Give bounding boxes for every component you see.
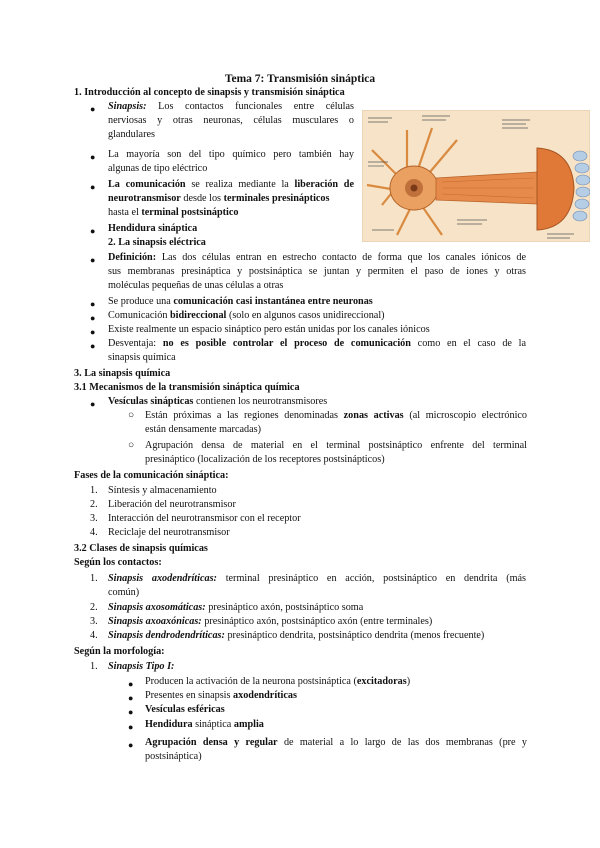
bullet-marker: ● — [128, 722, 134, 732]
type-i-item-line: postsináptica) — [145, 751, 202, 762]
sub-list-item: Agrupación densa de material en el terminal postsináptico enfrente del terminal — [145, 440, 527, 451]
list-number: 1. — [90, 485, 98, 496]
bullet-marker: ● — [90, 299, 96, 309]
list-item-line: sus membranas presináptica y postsináptica se juntan y permiten el paso de iones y otras — [108, 266, 526, 277]
list-number: 1. — [90, 661, 98, 672]
phase-item: Síntesis y almacenamiento — [108, 485, 217, 496]
list-item: Definición: Las dos células entran en estrecho contacto de forma que los canales iónicos de — [108, 252, 526, 263]
list-item: Vesículas sinápticas contienen los neurotransmisores — [108, 396, 328, 407]
contacts-heading: Según los contactos: — [74, 557, 162, 568]
list-item-line: sinapsis química — [108, 352, 176, 363]
sub-bullet-marker: ○ — [128, 440, 135, 451]
list-item: Hendidura sináptica — [108, 223, 198, 234]
list-number: 1. — [90, 573, 98, 584]
sub-list-item: Están próximas a las regiones denominadas zonas activas (al microscopio electrónico — [145, 410, 528, 421]
type-i-item: Hendidura sináptica amplia — [145, 719, 264, 730]
list-number: 4. — [90, 630, 98, 641]
synapse-illustration — [362, 110, 590, 242]
bullet-marker: ● — [90, 327, 96, 337]
bullet-marker: ● — [90, 226, 96, 236]
list-item: Existe realmente un espacio sináptico pero están unidas por los canales iónicos — [108, 324, 430, 335]
list-item: La comunicación se realiza mediante la liberación de — [108, 179, 354, 190]
list-number: 3. — [90, 616, 98, 627]
contact-type-item: Sinapsis axoaxónicas: presináptico axón, postsináptico axón (entre terminales) — [108, 616, 433, 627]
contact-type-item: Sinapsis axodendríticas: terminal presináptico en acción, postsináptico en dendrita (más — [108, 573, 526, 584]
sub-list-item-line: presináptico (localización de los receptores postsinápticos) — [145, 454, 385, 465]
type-i-item: Presentes en sinapsis axodendríticas — [145, 690, 297, 701]
phase-item: Reciclaje del neurotransmisor — [108, 527, 230, 538]
type-i-item: Producen la activación de la neurona postsináptica (excitadoras) — [145, 676, 411, 687]
section-heading-3: 3. La sinapsis química — [74, 368, 171, 379]
bullet-marker: ● — [90, 341, 96, 351]
section-heading-3-2: 3.2 Clases de sinapsis químicas — [74, 543, 208, 554]
type-i-item: Agrupación densa y regular de material a lo largo de las dos membranas (pre y — [145, 737, 528, 748]
list-item-line: glandulares — [108, 129, 155, 140]
section-heading-2: 2. La sinapsis eléctrica — [108, 237, 206, 248]
list-item-line: moléculas pequeñas de unas células a otras — [108, 280, 284, 291]
morphology-heading: Según la morfología: — [74, 646, 165, 657]
type-i-item: Vesículas esféricas — [145, 704, 225, 715]
sub-bullet-marker: ○ — [128, 410, 135, 421]
bullet-marker: ● — [90, 313, 96, 323]
list-item-line: algunas de tipo eléctrico — [108, 163, 208, 174]
list-item-line: neurotransmisor desde los terminales presinápticos — [108, 193, 330, 204]
phase-item: Liberación del neurotransmisor — [108, 499, 236, 510]
bullet-marker: ● — [90, 104, 96, 114]
list-item: Comunicación bidireccional (solo en algunos casos unidireccional) — [108, 310, 385, 321]
list-item-line: hasta el terminal postsináptico — [108, 207, 239, 218]
list-item: Desventaja: no es posible controlar el proceso de comunicación como en el caso de la — [108, 338, 527, 349]
bullet-marker: ● — [128, 740, 134, 750]
type-i-heading: Sinapsis Tipo I: — [108, 661, 175, 672]
list-number: 2. — [90, 602, 98, 613]
list-number: 4. — [90, 527, 98, 538]
list-number: 3. — [90, 513, 98, 524]
bullet-marker: ● — [128, 707, 134, 717]
list-item: La mayoría son del tipo químico pero también hay — [108, 149, 354, 160]
contact-type-item: Sinapsis dendrodendríticas: presináptico dendrita, postsináptico dendrita (menos frecuente) — [108, 630, 485, 641]
bullet-marker: ● — [90, 182, 96, 192]
phases-heading: Fases de la comunicación sináptica: — [74, 470, 229, 481]
bullet-marker: ● — [90, 152, 96, 162]
list-item-line: nerviosas y otras neuronas, células musculares o — [108, 115, 354, 126]
list-item: Sinapsis: Los contactos funcionales entre células — [108, 101, 354, 112]
list-item: Se produce una comunicación casi instantánea entre neuronas — [108, 296, 373, 307]
sub-list-item-line: están densamente marcadas) — [145, 424, 261, 435]
bullet-marker: ● — [90, 255, 96, 265]
contact-type-item-line: común) — [108, 587, 140, 598]
contact-type-item: Sinapsis axosomáticas: presináptico axón, postsináptico soma — [108, 602, 364, 613]
bullet-marker: ● — [128, 679, 134, 689]
list-number: 2. — [90, 499, 98, 510]
bullet-marker: ● — [90, 399, 96, 409]
page-title: Tema 7: Transmisión sináptica — [224, 73, 376, 85]
bullet-marker: ● — [128, 693, 134, 703]
phase-item: Interacción del neurotransmisor con el receptor — [108, 513, 301, 524]
section-heading-1: 1. Introducción al concepto de sinapsis y transmisión sináptica — [74, 87, 345, 98]
section-heading-3-1: 3.1 Mecanismos de la transmisión sináptica química — [74, 382, 300, 393]
